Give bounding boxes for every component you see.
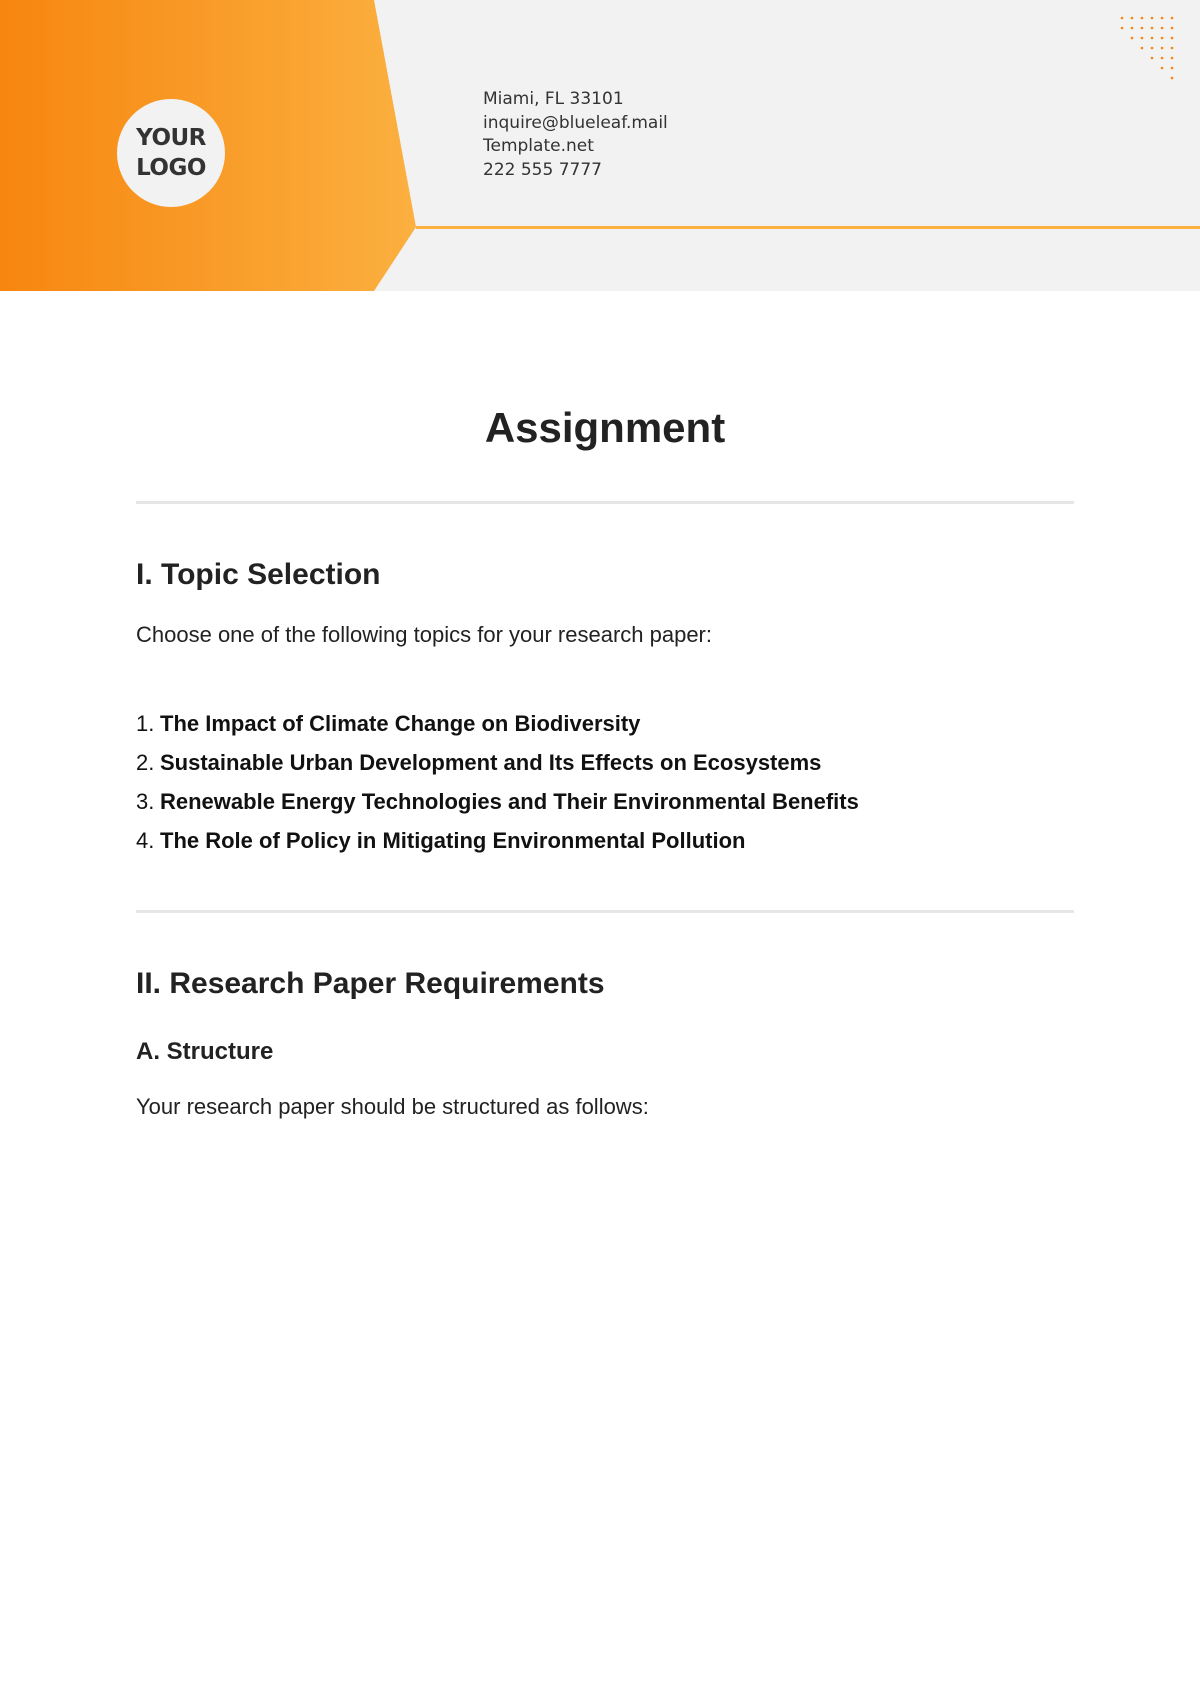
- decor-dot: [1171, 37, 1174, 40]
- decor-dot: [1161, 17, 1164, 20]
- decor-dot: [1171, 77, 1174, 80]
- contact-phone: 222 555 7777: [483, 159, 602, 180]
- logo-text-line2: LOGO: [136, 155, 206, 181]
- decor-dot: [1131, 37, 1134, 40]
- letterhead: [0, 0, 1200, 291]
- decor-dot: [1171, 47, 1174, 50]
- decor-dot: [1151, 37, 1154, 40]
- logo-placeholder: [117, 99, 225, 207]
- decor-dot: [1161, 37, 1164, 40]
- decor-dot: [1151, 17, 1154, 20]
- page-title: Assignment: [484, 404, 726, 451]
- decor-dot: [1151, 27, 1154, 30]
- decor-dot: [1161, 47, 1164, 50]
- logo-text-line1: YOUR: [136, 125, 206, 151]
- contact-website: Template.net: [483, 136, 594, 156]
- decor-dot: [1141, 37, 1144, 40]
- decor-dot: [1171, 67, 1174, 70]
- divider-middle: [136, 910, 1074, 913]
- structure-intro: Your research paper should be structured as follows:: [136, 1094, 649, 1119]
- topic-list: [136, 709, 859, 865]
- section-heading-topic-selection: I. Topic Selection: [136, 558, 381, 591]
- decor-dot: [1161, 57, 1164, 60]
- decor-dot: [1161, 67, 1164, 70]
- divider-top: [136, 501, 1074, 504]
- decor-dot: [1171, 17, 1174, 20]
- contact-email: inquire@blueleaf.mail: [483, 112, 668, 133]
- decor-dot: [1121, 17, 1124, 20]
- decor-dot: [1151, 57, 1154, 60]
- decor-dot: [1171, 27, 1174, 30]
- subheading-structure: A. Structure: [136, 1038, 274, 1065]
- list-item: 4. The Role of Policy in Mitigating Environmental Pollution: [136, 828, 746, 853]
- decor-dot: [1141, 47, 1144, 50]
- decor-dot: [1131, 17, 1134, 20]
- contact-block: [483, 88, 668, 182]
- topic-selection-intro: Choose one of the following topics for your research paper:: [136, 622, 712, 647]
- list-item: 2. Sustainable Urban Development and Its Effects on Ecosystems: [136, 750, 822, 775]
- decor-dot: [1171, 57, 1174, 60]
- decor-dot: [1141, 17, 1144, 20]
- section-heading-research-requirements: II. Research Paper Requirements: [136, 967, 605, 1000]
- list-item: 3. Renewable Energy Technologies and Their Environmental Benefits: [136, 789, 859, 814]
- decor-dot: [1131, 27, 1134, 30]
- decor-dot: [1151, 47, 1154, 50]
- contact-address: Miami, FL 33101: [483, 89, 624, 109]
- decorative-dots: [1118, 16, 1184, 80]
- decor-dot: [1161, 27, 1164, 30]
- decor-dot: [1141, 27, 1144, 30]
- decor-dot: [1121, 27, 1124, 30]
- list-item: 1. The Impact of Climate Change on Biodiversity: [136, 711, 641, 736]
